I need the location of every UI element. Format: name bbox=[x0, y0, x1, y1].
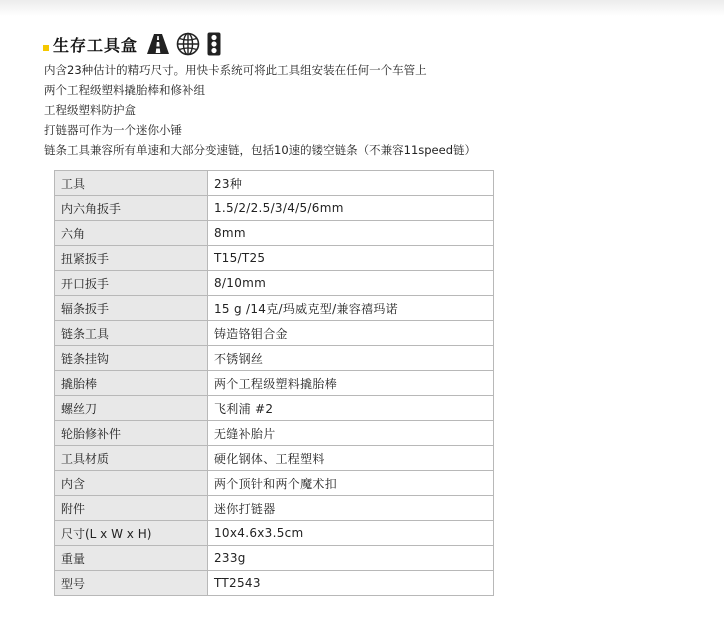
spec-table bbox=[54, 170, 494, 596]
bullet-marker bbox=[43, 45, 49, 51]
description-line: 工程级塑料防护盒 bbox=[44, 103, 136, 117]
spec-label: 工具 bbox=[55, 171, 208, 196]
table-row bbox=[55, 371, 494, 396]
description-line: 两个工程级塑料撬胎棒和修补组 bbox=[44, 83, 205, 97]
spec-label: 工具材质 bbox=[55, 446, 208, 471]
spec-value: 无缝补胎片 bbox=[208, 421, 494, 446]
table-row bbox=[55, 421, 494, 446]
table-row bbox=[55, 546, 494, 571]
spec-label: 扭紧扳手 bbox=[55, 246, 208, 271]
spec-value: 10x4.6x3.5cm bbox=[208, 521, 494, 546]
spec-label: 链条挂钩 bbox=[55, 346, 208, 371]
spec-value: 1.5/2/2.5/3/4/5/6mm bbox=[208, 196, 494, 221]
table-row bbox=[55, 246, 494, 271]
spec-value: 8mm bbox=[208, 221, 494, 246]
spec-label: 尺寸(L x W x H) bbox=[55, 521, 208, 546]
spec-value: 铸造铬钼合金 bbox=[208, 321, 494, 346]
spec-value: 两个顶针和两个魔术扣 bbox=[208, 471, 494, 496]
spec-value: 8/10mm bbox=[208, 271, 494, 296]
spec-label: 链条工具 bbox=[55, 321, 208, 346]
spec-label: 开口扳手 bbox=[55, 271, 208, 296]
section-title: 生存工具盒 bbox=[53, 35, 139, 55]
spec-label: 附件 bbox=[55, 496, 208, 521]
spec-value: TT2543 bbox=[208, 571, 494, 596]
spec-value: 飞利浦 #2 bbox=[208, 396, 494, 421]
spec-label: 内六角扳手 bbox=[55, 196, 208, 221]
table-row bbox=[55, 171, 494, 196]
spec-value: 不锈钢丝 bbox=[208, 346, 494, 371]
heading-icons bbox=[146, 32, 222, 56]
table-row bbox=[55, 321, 494, 346]
spec-value: 两个工程级塑料撬胎棒 bbox=[208, 371, 494, 396]
spec-label: 重量 bbox=[55, 546, 208, 571]
top-shade bbox=[0, 0, 724, 16]
table-row bbox=[55, 221, 494, 246]
spec-value: 23种 bbox=[208, 171, 494, 196]
table-row bbox=[55, 271, 494, 296]
table-row bbox=[55, 571, 494, 596]
table-row bbox=[55, 296, 494, 321]
description-line: 内含23种估计的精巧尺寸。用快卡系统可将此工具组安装在任何一个车管上 bbox=[44, 63, 427, 77]
spec-value: T15/T25 bbox=[208, 246, 494, 271]
spec-label: 辐条扳手 bbox=[55, 296, 208, 321]
spec-label: 内含 bbox=[55, 471, 208, 496]
spec-label: 撬胎棒 bbox=[55, 371, 208, 396]
section-heading bbox=[43, 29, 222, 59]
table-row bbox=[55, 196, 494, 221]
description-line: 链条工具兼容所有单速和大部分变速链，包括10速的镂空链条（不兼容11speed链） bbox=[44, 143, 477, 157]
spec-value: 迷你打链器 bbox=[208, 496, 494, 521]
table-row bbox=[55, 471, 494, 496]
spec-value: 硬化钢体、工程塑料 bbox=[208, 446, 494, 471]
product-description bbox=[44, 60, 476, 160]
table-row bbox=[55, 496, 494, 521]
globe-icon bbox=[176, 32, 200, 56]
table-row bbox=[55, 396, 494, 421]
description-line: 打链器可作为一个迷你小锤 bbox=[44, 123, 182, 137]
spec-label: 六角 bbox=[55, 221, 208, 246]
spec-value: 233g bbox=[208, 546, 494, 571]
table-row bbox=[55, 446, 494, 471]
spec-label: 螺丝刀 bbox=[55, 396, 208, 421]
spec-label: 型号 bbox=[55, 571, 208, 596]
traffic-light-icon bbox=[206, 32, 222, 56]
table-row bbox=[55, 346, 494, 371]
spec-value: 15 g /14克/玛威克型/兼容禧玛诺 bbox=[208, 296, 494, 321]
spec-label: 轮胎修补件 bbox=[55, 421, 208, 446]
road-icon bbox=[146, 33, 170, 55]
table-row bbox=[55, 521, 494, 546]
